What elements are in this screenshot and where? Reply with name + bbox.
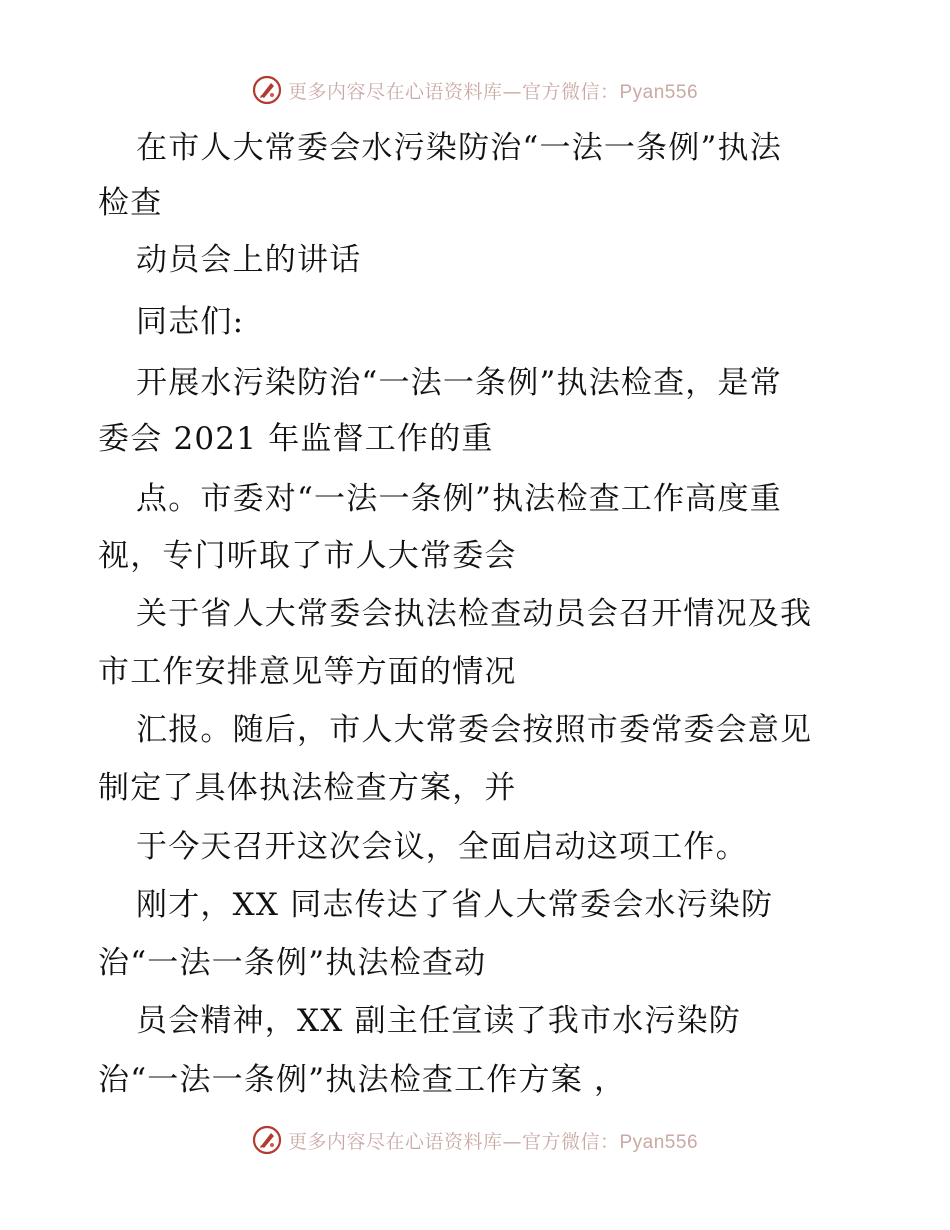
watermark-label: 官方微信： [521, 80, 620, 103]
watermark-text [288, 77, 698, 104]
header-watermark [0, 70, 950, 110]
watermark-wechat-id: Pyan556 [619, 1131, 699, 1153]
pen-nib-logo-icon [252, 75, 282, 105]
paragraph-line: 委会 2021 年监督工作的重 [98, 421, 494, 457]
watermark-dash: — [502, 80, 522, 103]
watermark-wechat-id: Pyan556 [619, 81, 699, 103]
paragraph-line: 点。市委对“一法一条例”执法检查工作高度重 [136, 481, 782, 517]
paragraph-line: 治“一法一条例”执法检查工作方案 ， [98, 1062, 627, 1098]
pen-nib-logo-icon [252, 1125, 282, 1155]
title-line-1: 在市人大常委会水污染防治“一法一条例”执法 [136, 130, 782, 166]
watermark-label: 官方微信： [521, 1130, 620, 1153]
paragraph-line: 制定了具体执法检查方案，并 [98, 770, 517, 806]
paragraph-line: 开展水污染防治“一法一条例”执法检查，是常 [136, 365, 782, 401]
paragraph-line: 关于省人大常委会执法检查动员会召开情况及我 [136, 596, 813, 632]
paragraph-line: 员会精神，XX 副主任宣读了我市水污染防 [136, 1003, 741, 1039]
salutation-line: 同志们: [136, 304, 245, 340]
watermark-text [288, 1127, 698, 1154]
footer-watermark [0, 1120, 950, 1160]
paragraph-line: 治“一法一条例”执法检查动 [98, 945, 487, 981]
subtitle-line: 动员会上的讲话 [136, 242, 362, 278]
watermark-brand: 更多内容尽在心语资料库 [287, 80, 503, 103]
title-line-2: 检查 [98, 185, 163, 221]
watermark-brand: 更多内容尽在心语资料库 [287, 1130, 503, 1153]
paragraph-line: 市工作安排意见等方面的情况 [98, 654, 517, 690]
paragraph-line: 于今天召开这次会议，全面启动这项工作。 [136, 829, 748, 865]
paragraph-line: 刚才，XX 同志传达了省人大常委会水污染防 [136, 887, 774, 923]
paragraph-line: 视，专门听取了市人大常委会 [98, 538, 517, 574]
paragraph-line: 汇报。随后，市人大常委会按照市委常委会意见 [136, 712, 813, 748]
watermark-dash: — [502, 1130, 522, 1153]
